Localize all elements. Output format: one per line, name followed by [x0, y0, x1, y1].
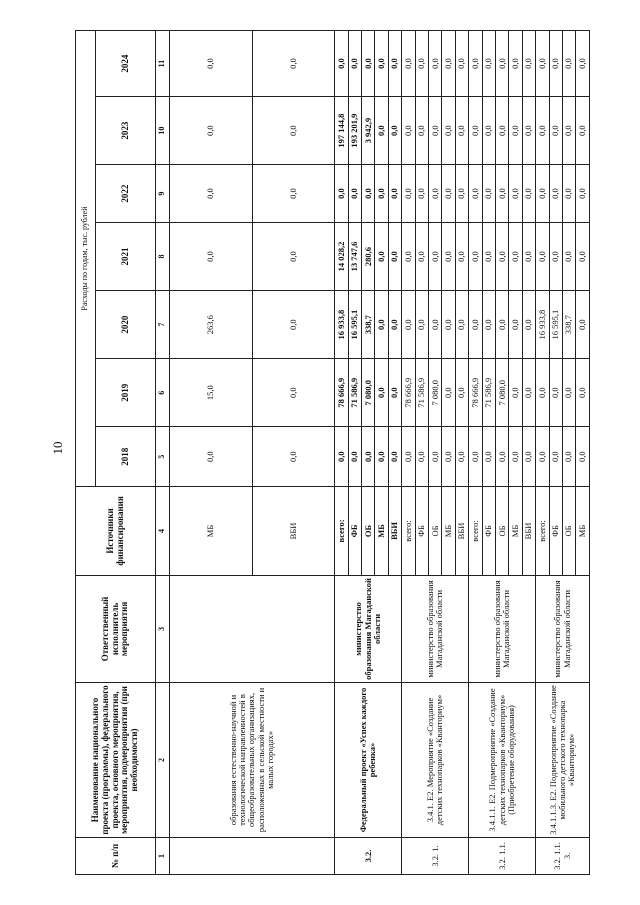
row-value: 0,0 — [455, 222, 468, 290]
row-value: 0,0 — [388, 165, 401, 223]
row-source: ВБИ — [522, 487, 535, 576]
row-value: 0,0 — [252, 31, 335, 97]
row-value: 0,0 — [170, 97, 253, 165]
row-value: 0,0 — [496, 291, 509, 359]
row-value: 0,0 — [429, 222, 442, 290]
row-value: 0,0 — [562, 165, 575, 223]
column-number: 5 — [156, 427, 170, 487]
row-value: 0,0 — [536, 222, 549, 290]
row-value: 0,0 — [429, 31, 442, 97]
row-value: 0,0 — [375, 97, 388, 165]
row-source: всего: — [536, 487, 549, 576]
row-value: 280,6 — [362, 222, 375, 290]
row-value: 0,0 — [522, 427, 535, 487]
row-source: всего: — [335, 487, 348, 576]
row-value: 0,0 — [415, 97, 428, 165]
row-value: 0,0 — [442, 359, 455, 427]
row-value: 0,0 — [388, 359, 401, 427]
row-value: 0,0 — [170, 427, 253, 487]
row-value: 0,0 — [415, 427, 428, 487]
row-value: 0,0 — [455, 359, 468, 427]
row-source: МБ — [170, 487, 253, 576]
row-value: 0,0 — [469, 31, 482, 97]
row-value: 0,0 — [576, 31, 590, 97]
table-row — [536, 31, 549, 875]
row-value: 0,0 — [170, 222, 253, 290]
row-value: 0,0 — [482, 97, 495, 165]
row-value: 0,0 — [576, 359, 590, 427]
budget-table-sheet — [75, 30, 590, 875]
row-value: 0,0 — [252, 427, 335, 487]
row-value: 0,0 — [388, 222, 401, 290]
row-value: 0,0 — [496, 222, 509, 290]
table-row — [402, 31, 415, 875]
row-name: Федеральный проект «Успех каждого ребенка» — [335, 683, 402, 838]
row-value: 0,0 — [509, 222, 522, 290]
row-source: ВБИ — [455, 487, 468, 576]
row-value: 0,0 — [536, 31, 549, 97]
row-value: 0,0 — [429, 97, 442, 165]
row-value: 0,0 — [252, 359, 335, 427]
row-value: 0,0 — [335, 165, 348, 223]
row-value: 0,0 — [252, 165, 335, 223]
header-expenses: Расходы по годам, тыс. рублей — [76, 31, 96, 487]
row-value: 0,0 — [429, 165, 442, 223]
row-value: 16 595,1 — [348, 291, 361, 359]
row-value: 0,0 — [549, 97, 562, 165]
row-value: 0,0 — [482, 427, 495, 487]
row-value: 71 586,9 — [348, 359, 361, 427]
row-value: 0,0 — [455, 97, 468, 165]
row-value: 197 144,8 — [335, 97, 348, 165]
row-executor — [170, 575, 335, 682]
row-value: 0,0 — [522, 291, 535, 359]
row-value: 0,0 — [549, 222, 562, 290]
row-value: 0,0 — [469, 291, 482, 359]
row-value: 0,0 — [536, 97, 549, 165]
column-number: 3 — [156, 575, 170, 682]
row-value: 0,0 — [549, 31, 562, 97]
row-value: 0,0 — [562, 222, 575, 290]
row-value: 0,0 — [482, 165, 495, 223]
row-value: 0,0 — [442, 291, 455, 359]
row-value: 0,0 — [509, 97, 522, 165]
column-number: 8 — [156, 222, 170, 290]
row-value: 0,0 — [348, 165, 361, 223]
row-value: 338,7 — [562, 291, 575, 359]
row-value: 0,0 — [536, 427, 549, 487]
row-source: МБ — [509, 487, 522, 576]
header-year: 2020 — [96, 291, 156, 359]
row-source: ФБ — [348, 487, 361, 576]
page-number: 10 — [50, 441, 65, 455]
row-value: 0,0 — [388, 291, 401, 359]
row-value: 0,0 — [375, 291, 388, 359]
row-source: ОБ — [362, 487, 375, 576]
row-value: 263,6 — [170, 291, 253, 359]
header-name: Наименование национального проекта (программы), федерального проекта, основного мероприятия, мероприятия, подмероприятия (при необходимости) — [76, 683, 156, 838]
row-value: 0,0 — [549, 165, 562, 223]
row-num: 3.2. 1.1. — [469, 837, 536, 874]
row-value: 0,0 — [375, 359, 388, 427]
row-value: 0,0 — [482, 222, 495, 290]
row-value: 0,0 — [252, 291, 335, 359]
row-value: 0,0 — [469, 97, 482, 165]
row-value: 0,0 — [362, 31, 375, 97]
row-value: 78 666,9 — [402, 359, 415, 427]
row-source: ВБИ — [252, 487, 335, 576]
row-value: 0,0 — [576, 97, 590, 165]
row-value: 0,0 — [455, 31, 468, 97]
row-value: 0,0 — [442, 427, 455, 487]
row-value: 0,0 — [375, 165, 388, 223]
row-value: 0,0 — [522, 165, 535, 223]
row-value: 0,0 — [348, 427, 361, 487]
row-executor: министерство образования Магаданской области — [469, 575, 536, 682]
row-value: 0,0 — [562, 359, 575, 427]
column-number: 9 — [156, 165, 170, 223]
column-number: 11 — [156, 31, 170, 97]
row-value: 0,0 — [388, 427, 401, 487]
row-value: 13 747,6 — [348, 222, 361, 290]
row-value: 0,0 — [335, 31, 348, 97]
row-value: 14 028,2 — [335, 222, 348, 290]
table-row — [469, 31, 482, 875]
row-value: 0,0 — [442, 97, 455, 165]
row-value: 0,0 — [469, 222, 482, 290]
header-year: 2024 — [96, 31, 156, 97]
row-source: всего: — [469, 487, 482, 576]
row-value: 0,0 — [509, 291, 522, 359]
row-executor: министерство образования Магаданской области — [335, 575, 402, 682]
column-number: 10 — [156, 97, 170, 165]
row-value: 0,0 — [509, 31, 522, 97]
row-source: ОБ — [429, 487, 442, 576]
row-value: 0,0 — [509, 359, 522, 427]
table-row — [335, 31, 348, 875]
row-value: 0,0 — [402, 97, 415, 165]
row-value: 0,0 — [496, 165, 509, 223]
row-value: 0,0 — [402, 291, 415, 359]
row-value: 0,0 — [415, 291, 428, 359]
header-year: 2019 — [96, 359, 156, 427]
row-value: 0,0 — [402, 31, 415, 97]
table-row — [170, 31, 253, 875]
row-value: 0,0 — [252, 222, 335, 290]
row-value: 15,0 — [170, 359, 253, 427]
row-value: 0,0 — [429, 291, 442, 359]
row-value: 3 942,9 — [362, 97, 375, 165]
row-value: 0,0 — [549, 427, 562, 487]
row-value: 0,0 — [496, 427, 509, 487]
column-number: 4 — [156, 487, 170, 576]
row-value: 0,0 — [455, 165, 468, 223]
row-value: 0,0 — [415, 222, 428, 290]
row-source: ОБ — [496, 487, 509, 576]
row-value: 0,0 — [402, 222, 415, 290]
row-value: 0,0 — [496, 31, 509, 97]
row-value: 0,0 — [469, 427, 482, 487]
row-num — [170, 837, 335, 874]
row-value: 78 666,9 — [469, 359, 482, 427]
row-name: 3.4.1. Е2. Мероприятие «Создание детских технопарков «Кванториум» — [402, 683, 469, 838]
row-source: МБ — [375, 487, 388, 576]
row-value: 0,0 — [562, 31, 575, 97]
row-value: 0,0 — [522, 97, 535, 165]
row-value: 0,0 — [455, 291, 468, 359]
row-value: 0,0 — [388, 97, 401, 165]
row-value: 0,0 — [522, 31, 535, 97]
row-value: 0,0 — [362, 427, 375, 487]
row-num: 3.2. — [335, 837, 402, 874]
row-value: 338,7 — [362, 291, 375, 359]
row-value: 0,0 — [402, 427, 415, 487]
row-name: 3.4.1.1.3. Е2. Подмероприятие «Создание мобильного детского технопарка «Кванториум» — [536, 683, 590, 838]
row-value: 0,0 — [252, 97, 335, 165]
row-value: 16 933,8 — [536, 291, 549, 359]
row-value: 0,0 — [375, 31, 388, 97]
row-value: 0,0 — [335, 427, 348, 487]
row-value: 0,0 — [375, 427, 388, 487]
row-value: 0,0 — [429, 427, 442, 487]
header-num: № п/п — [76, 837, 156, 874]
header-year: 2021 — [96, 222, 156, 290]
budget-table — [75, 30, 590, 875]
row-source: ОБ — [562, 487, 575, 576]
header-year: 2018 — [96, 427, 156, 487]
row-source: МБ — [442, 487, 455, 576]
row-value: 0,0 — [562, 97, 575, 165]
row-value: 0,0 — [522, 359, 535, 427]
row-source: всего: — [402, 487, 415, 576]
row-value: 0,0 — [482, 291, 495, 359]
row-value: 0,0 — [536, 359, 549, 427]
row-value: 0,0 — [522, 222, 535, 290]
column-number: 1 — [156, 837, 170, 874]
row-value: 193 201,9 — [348, 97, 361, 165]
row-value: 0,0 — [402, 165, 415, 223]
column-number: 6 — [156, 359, 170, 427]
column-number: 2 — [156, 683, 170, 838]
row-value: 0,0 — [375, 222, 388, 290]
row-value: 0,0 — [442, 31, 455, 97]
row-value: 7 080,0 — [496, 359, 509, 427]
row-executor: министерство образования Магаданской области — [536, 575, 590, 682]
row-value: 0,0 — [509, 165, 522, 223]
header-year: 2023 — [96, 97, 156, 165]
row-value: 0,0 — [549, 359, 562, 427]
row-value: 0,0 — [576, 165, 590, 223]
row-value: 0,0 — [415, 165, 428, 223]
row-value: 78 666,9 — [335, 359, 348, 427]
row-source: ФБ — [482, 487, 495, 576]
column-number: 7 — [156, 291, 170, 359]
row-value: 71 586,9 — [482, 359, 495, 427]
row-source: МБ — [576, 487, 590, 576]
row-source: ФБ — [549, 487, 562, 576]
row-value: 0,0 — [509, 427, 522, 487]
row-value: 7 080,0 — [362, 359, 375, 427]
row-value: 0,0 — [576, 291, 590, 359]
row-num: 3.2. 1.1. 3. — [536, 837, 590, 874]
row-value: 0,0 — [482, 31, 495, 97]
header-executor: Ответственный исполнитель мероприятия — [76, 575, 156, 682]
row-value: 0,0 — [562, 427, 575, 487]
row-name: образования естественно-научной и технологической направленностей в общеобразовательных организациях, расположенных в сельской местности и малых городах» — [170, 683, 335, 838]
row-value: 0,0 — [442, 165, 455, 223]
row-value: 0,0 — [536, 165, 549, 223]
row-source: ФБ — [415, 487, 428, 576]
row-value: 0,0 — [442, 222, 455, 290]
row-name: 3.4.1.1. Е2. Подмероприятие «Создание детских технопарков «Кванториум» (Приобретение оборудования) — [469, 683, 536, 838]
row-value: 0,0 — [348, 31, 361, 97]
row-value: 0,0 — [576, 427, 590, 487]
row-num: 3.2. 1. — [402, 837, 469, 874]
row-value: 0,0 — [170, 31, 253, 97]
row-value: 7 080,0 — [429, 359, 442, 427]
row-source: ВБИ — [388, 487, 401, 576]
row-value: 0,0 — [415, 31, 428, 97]
row-value: 0,0 — [576, 222, 590, 290]
row-value: 16 595,1 — [549, 291, 562, 359]
row-value: 0,0 — [496, 97, 509, 165]
row-value: 0,0 — [362, 165, 375, 223]
row-value: 0,0 — [170, 165, 253, 223]
row-value: 71 586,9 — [415, 359, 428, 427]
row-executor: министерство образования Магаданской области — [402, 575, 469, 682]
row-value: 0,0 — [469, 165, 482, 223]
header-year: 2022 — [96, 165, 156, 223]
row-value: 16 933,8 — [335, 291, 348, 359]
row-value: 0,0 — [455, 427, 468, 487]
row-value: 0,0 — [388, 31, 401, 97]
header-source: Источники финансирования — [76, 487, 156, 576]
